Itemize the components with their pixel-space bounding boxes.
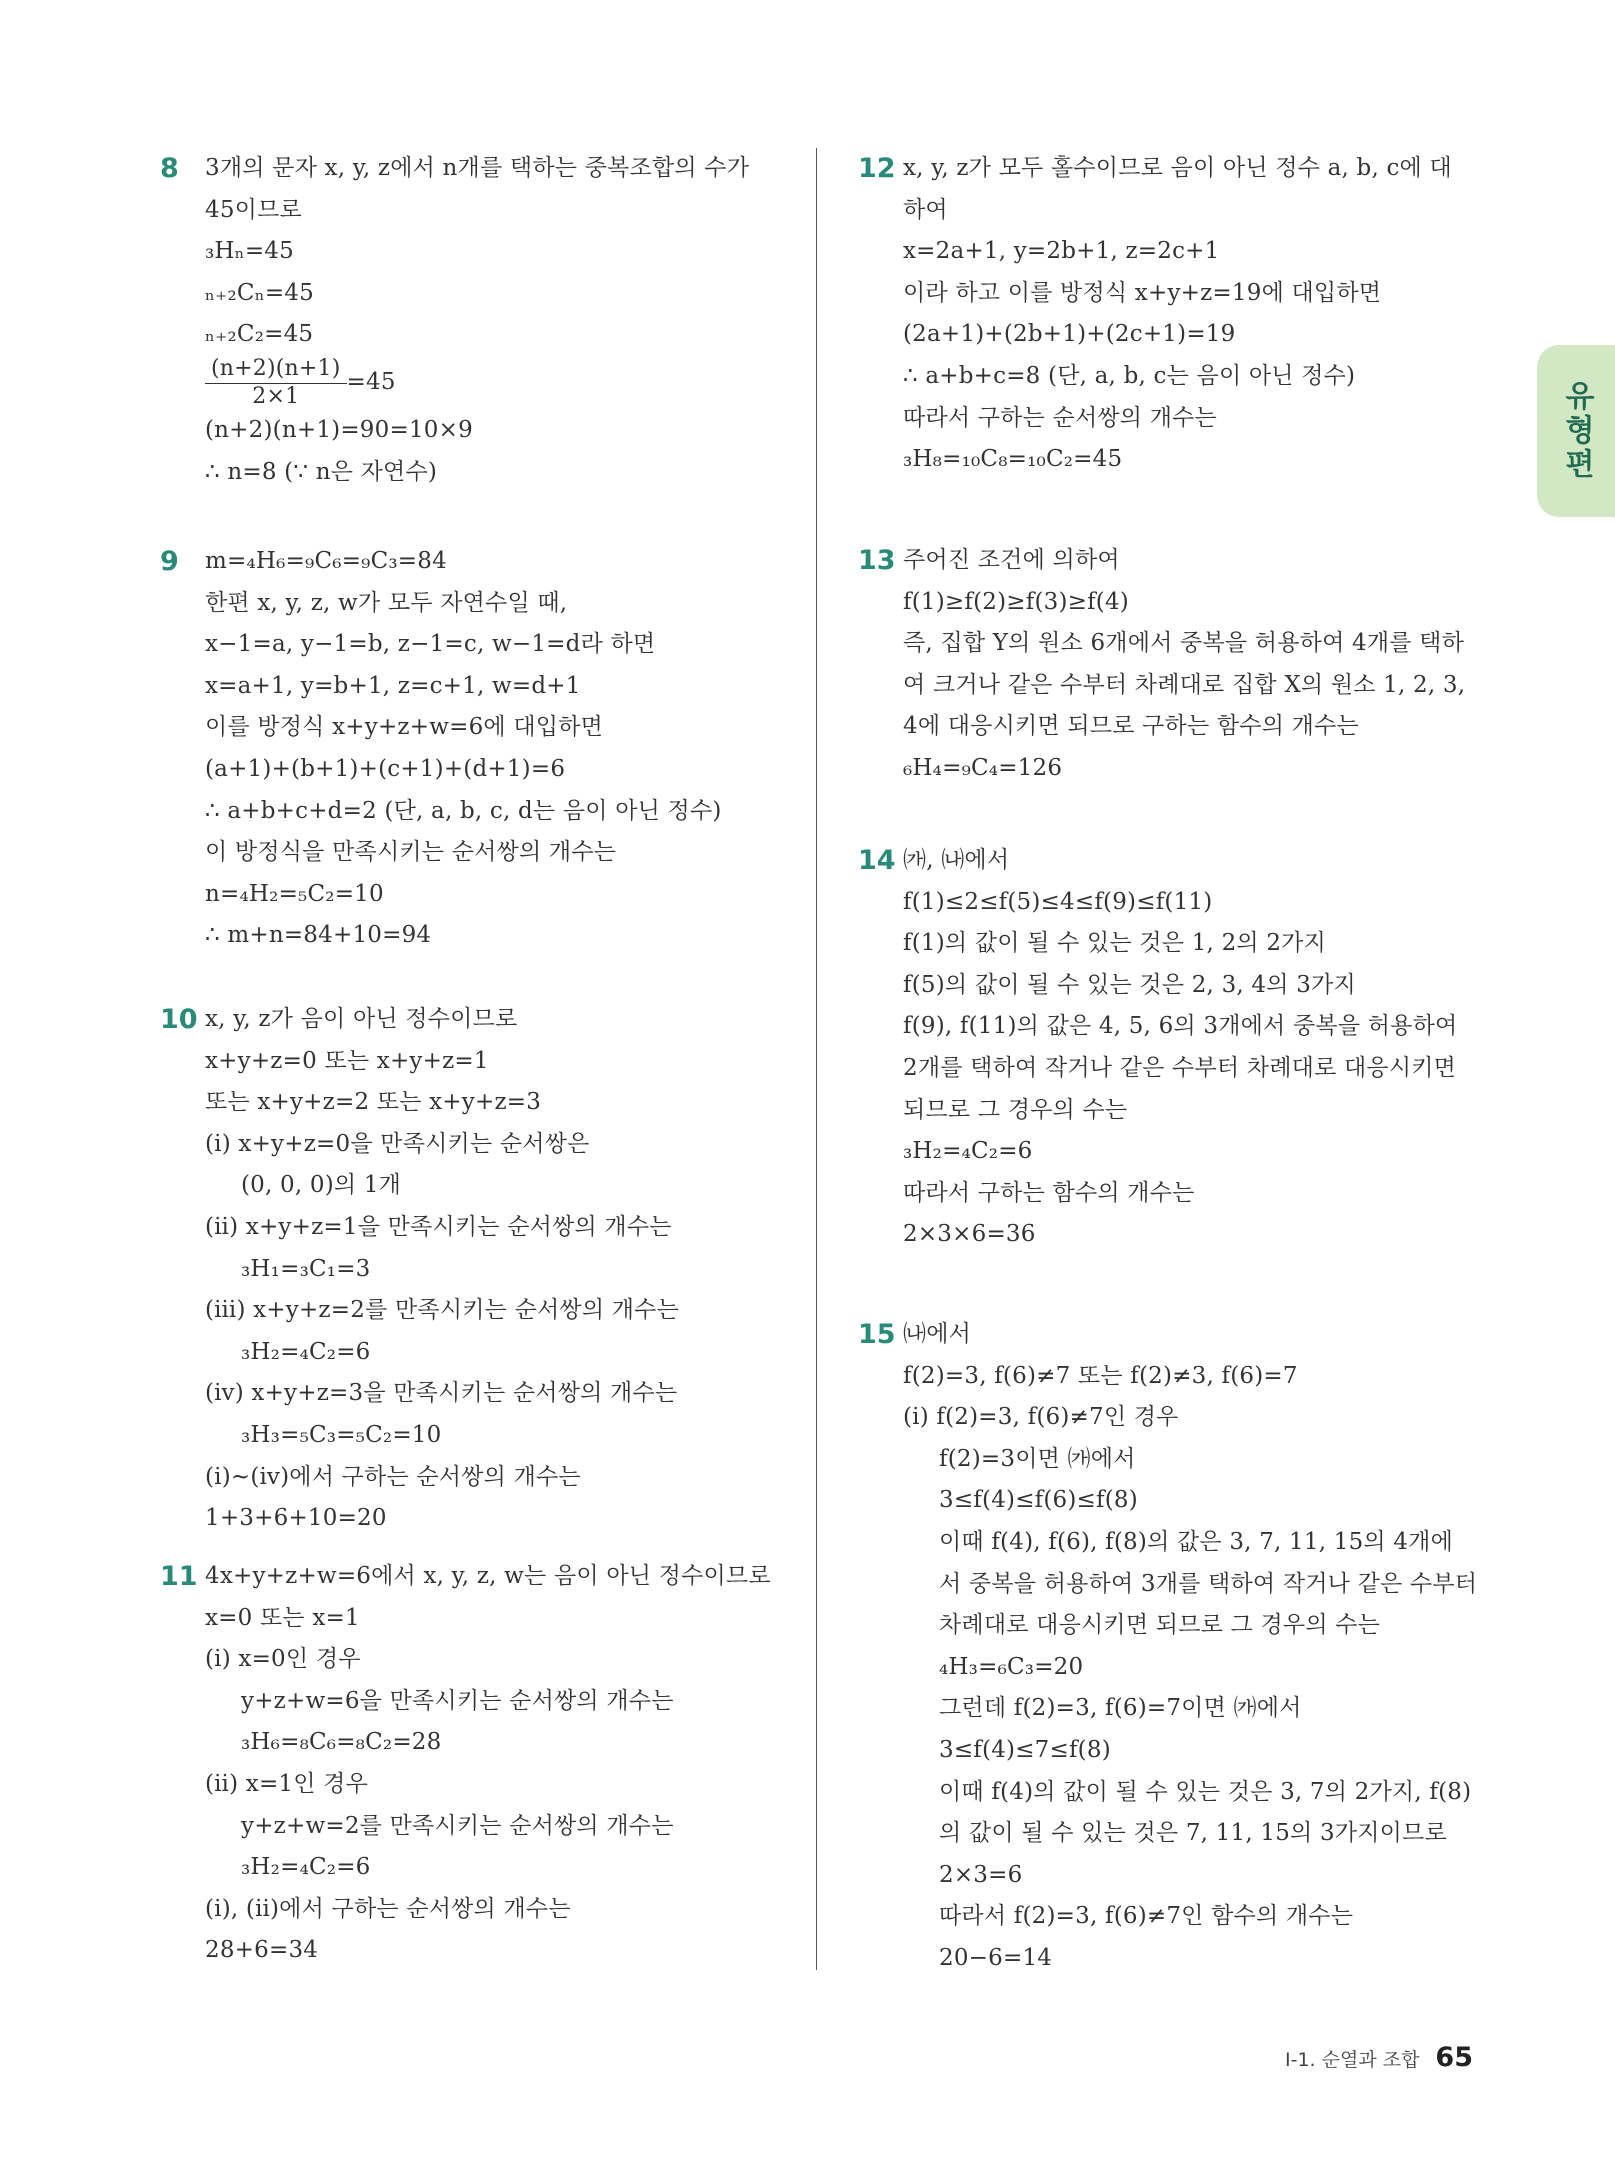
problem-body bbox=[205, 999, 800, 1540]
solution-line: 또는 x+y+z=2 또는 x+y+z=3 bbox=[205, 1089, 542, 1116]
solution-line: (ⅰ) x=0인 경우 bbox=[205, 1646, 361, 1673]
solution-line: 4에 대응시키면 되므로 구하는 함수의 개수는 bbox=[903, 713, 1359, 740]
page-footer bbox=[1285, 2042, 1473, 2073]
solution-line: ₃H₂=₄C₂=6 bbox=[241, 1338, 371, 1365]
solution-line: f(1)의 값이 될 수 있는 것은 1, 2의 2가지 bbox=[903, 930, 1327, 957]
solution-line: 따라서 f(2)=3, f(6)≠7인 함수의 개수는 bbox=[939, 1903, 1354, 1930]
column-divider bbox=[816, 148, 817, 1970]
solution-line: ∴ m+n=84+10=94 bbox=[205, 922, 432, 949]
solution-line: (ⅰ), (ⅱ)에서 구하는 순서쌍의 개수는 bbox=[205, 1895, 571, 1922]
solution-line: (ⅰ)~(ⅳ)에서 구하는 순서쌍의 개수는 bbox=[205, 1463, 581, 1490]
solution-line: (ⅳ) x+y+z=3을 만족시키는 순서쌍의 개수는 bbox=[205, 1380, 678, 1407]
solution-line: n=₄H₂=₅C₂=10 bbox=[205, 880, 384, 907]
solution-line: f(2)=3, f(6)≠7 또는 f(2)≠3, f(6)=7 bbox=[903, 1362, 1298, 1389]
solution-line: ₙ₊₂Cₙ=45 bbox=[205, 279, 314, 306]
solution-line: x=0 또는 x=1 bbox=[205, 1604, 360, 1631]
solution-line: ㈏에서 bbox=[903, 1321, 972, 1347]
problem-number: 10 bbox=[160, 1004, 198, 1035]
solution-line: 3≤f(4)≤7≤f(8) bbox=[939, 1736, 1111, 1763]
solution-line: x−1=a, y−1=b, z−1=c, w−1=d라 하면 bbox=[205, 631, 656, 658]
solution-line: ₃H₆=₈C₆=₈C₂=28 bbox=[241, 1729, 442, 1756]
solution-line: 즉, 집합 Y의 원소 6개에서 중복을 허용하여 4개를 택하 bbox=[903, 630, 1465, 657]
solution-line: 한편 x, y, z, w가 모두 자연수일 때, bbox=[205, 589, 568, 616]
problem-number: 8 bbox=[160, 153, 179, 184]
solution-line: 따라서 구하는 함수의 개수는 bbox=[903, 1179, 1195, 1206]
problem-10 bbox=[160, 999, 800, 1556]
solution-line: (0, 0, 0)의 1개 bbox=[241, 1172, 402, 1199]
solution-line: f(2)=3이면 ㈎에서 bbox=[939, 1445, 1136, 1472]
solution-line: 따라서 구하는 순서쌍의 개수는 bbox=[903, 404, 1217, 431]
solution-line: 주어진 조건에 의하여 bbox=[903, 547, 1120, 573]
solution-line: ₃H₂=₄C₂=6 bbox=[241, 1854, 371, 1881]
solution-line: ∴ n=8 (∵ n은 자연수) bbox=[205, 458, 438, 485]
solution-line: 이 방정식을 만족시키는 순서쌍의 개수는 bbox=[205, 839, 617, 866]
problem-number: 12 bbox=[858, 153, 896, 184]
solution-line: (ⅲ) x+y+z=2를 만족시키는 순서쌍의 개수는 bbox=[205, 1297, 680, 1324]
problem-12 bbox=[858, 148, 1498, 540]
problem-number: 9 bbox=[160, 546, 179, 577]
solution-line: 1+3+6+10=20 bbox=[205, 1505, 387, 1532]
solution-line: (n+2)(n+1)=90=10×9 bbox=[205, 416, 473, 443]
solution-line: (2a+1)+(2b+1)+(2c+1)=19 bbox=[903, 321, 1236, 348]
solution-line: 이때 f(4)의 값이 될 수 있는 것은 3, 7의 2가지, f(8) bbox=[939, 1778, 1472, 1805]
solution-line: 3≤f(4)≤f(6)≤f(8) bbox=[939, 1487, 1138, 1514]
right-column bbox=[858, 148, 1498, 1980]
solution-line: f(5)의 값이 될 수 있는 것은 2, 3, 4의 3가지 bbox=[903, 971, 1356, 998]
solution-line: ∴ a+b+c=8 (단, a, b, c는 음이 아닌 정수) bbox=[903, 362, 1356, 389]
problem-body bbox=[205, 148, 800, 493]
problem-body bbox=[205, 1556, 800, 1972]
solution-line: 45이므로 bbox=[205, 196, 302, 223]
problem-number: 11 bbox=[160, 1561, 198, 1592]
solution-line: (ⅰ) f(2)=3, f(6)≠7인 경우 bbox=[903, 1404, 1179, 1431]
solution-line: 2×3=6 bbox=[939, 1861, 1023, 1888]
solution-line: (ⅰ) x+y+z=0을 만족시키는 순서쌍은 bbox=[205, 1130, 590, 1157]
problem-8 bbox=[160, 148, 800, 541]
solution-line: ∴ a+b+c+d=2 (단, a, b, c, d는 음이 아닌 정수) bbox=[205, 797, 722, 824]
solution-line: 서 중복을 허용하여 3개를 택하여 작거나 같은 수부터 bbox=[939, 1570, 1478, 1597]
solution-line: 이때 f(4), f(6), f(8)의 값은 3, 7, 11, 15의 4개에 bbox=[939, 1528, 1454, 1555]
problem-body bbox=[903, 540, 1498, 790]
solution-line: 여 크거나 같은 수부터 차례대로 집합 X의 원소 1, 2, 3, bbox=[903, 671, 1466, 698]
solution-line: f(9), f(11)의 값은 4, 5, 6의 3개에서 중복을 허용하여 bbox=[903, 1013, 1458, 1040]
solution-line: f(1)≥f(2)≥f(3)≥f(4) bbox=[903, 588, 1129, 615]
solution-line: 하여 bbox=[903, 196, 948, 223]
problem-body bbox=[903, 148, 1498, 481]
solution-line: y+z+w=2를 만족시키는 순서쌍의 개수는 bbox=[241, 1812, 674, 1839]
page-number: 65 bbox=[1435, 2042, 1473, 2073]
problem-body bbox=[903, 840, 1498, 1256]
solution-line: 2×3×6=36 bbox=[903, 1221, 1036, 1248]
fraction bbox=[205, 355, 347, 410]
problem-11 bbox=[160, 1556, 800, 1972]
solution-line: x=2a+1, y=2b+1, z=2c+1 bbox=[903, 238, 1220, 265]
solution-line: ₃Hₙ=45 bbox=[205, 238, 294, 265]
solution-line: 3개의 문자 x, y, z에서 n개를 택하는 중복조합의 수가 bbox=[205, 155, 750, 181]
problem-15 bbox=[858, 1314, 1498, 1980]
problem-13 bbox=[858, 540, 1498, 840]
problem-14 bbox=[858, 840, 1498, 1314]
problem-body bbox=[903, 1314, 1498, 1980]
solution-line: ₆H₄=₉C₄=126 bbox=[903, 754, 1063, 781]
problem-body bbox=[205, 541, 800, 957]
fraction-denominator: 2×1 bbox=[252, 384, 300, 410]
solution-line: 의 값이 될 수 있는 것은 7, 11, 15의 3가지이므로 bbox=[939, 1820, 1447, 1847]
solution-line: 이를 방정식 x+y+z+w=6에 대입하면 bbox=[205, 714, 604, 741]
fraction-line bbox=[205, 356, 800, 410]
solution-line: ₃H₂=₄C₂=6 bbox=[903, 1138, 1033, 1165]
solution-line: ₃H₃=₅C₃=₅C₂=10 bbox=[241, 1421, 442, 1448]
solution-line: 4x+y+z+w=6에서 x, y, z, w는 음이 아닌 정수이므로 bbox=[205, 1563, 771, 1589]
solution-line: y+z+w=6을 만족시키는 순서쌍의 개수는 bbox=[241, 1687, 674, 1714]
chapter-title: Ⅰ-1. 순열과 조합 bbox=[1284, 2049, 1420, 2071]
problem-number: 14 bbox=[858, 845, 896, 876]
solution-line: 차례대로 대응시키면 되므로 그 경우의 수는 bbox=[939, 1612, 1381, 1639]
problem-number: 15 bbox=[858, 1319, 896, 1350]
problem-9 bbox=[160, 541, 800, 999]
solution-line: x+y+z=0 또는 x+y+z=1 bbox=[205, 1047, 489, 1074]
problem-number: 13 bbox=[858, 545, 896, 576]
solution-line: ㈎, ㈏에서 bbox=[903, 847, 1010, 873]
solution-line: 20−6=14 bbox=[939, 1944, 1053, 1971]
solution-line: ₙ₊₂C₂=45 bbox=[205, 321, 314, 348]
solution-line: x, y, z가 음이 아닌 정수이므로 bbox=[205, 1006, 518, 1032]
solution-line: 28+6=34 bbox=[205, 1937, 319, 1964]
solution-line: (a+1)+(b+1)+(c+1)+(d+1)=6 bbox=[205, 755, 566, 782]
solution-line: (ⅱ) x=1인 경우 bbox=[205, 1770, 369, 1797]
fraction-numerator: (n+2)(n+1) bbox=[205, 355, 347, 384]
solution-line: m=₄H₆=₉C₆=₉C₃=84 bbox=[205, 548, 447, 574]
section-tab-label: 유형편 bbox=[1559, 380, 1594, 482]
solution-line: 2개를 택하여 작거나 같은 수부터 차례대로 대응시키면 bbox=[903, 1054, 1457, 1081]
solution-line: x, y, z가 모두 홀수이므로 음이 아닌 정수 a, b, c에 대 bbox=[903, 155, 1452, 181]
solution-line: 이라 하고 이를 방정식 x+y+z=19에 대입하면 bbox=[903, 279, 1382, 306]
solution-line: ₄H₃=₆C₃=20 bbox=[939, 1653, 1084, 1680]
solution-line: 그런데 f(2)=3, f(6)=7이면 ㈎에서 bbox=[939, 1695, 1302, 1722]
solution-line: 되므로 그 경우의 수는 bbox=[903, 1096, 1128, 1123]
section-tab bbox=[1537, 345, 1615, 517]
solution-line: ₃H₈=₁₀C₈=₁₀C₂=45 bbox=[903, 446, 1123, 473]
left-column bbox=[160, 148, 800, 1972]
solution-line: (ⅱ) x+y+z=1을 만족시키는 순서쌍의 개수는 bbox=[205, 1213, 672, 1240]
solution-line: ₃H₁=₃C₁=3 bbox=[241, 1255, 371, 1282]
fraction-result: =45 bbox=[346, 369, 396, 396]
solution-line: x=a+1, y=b+1, z=c+1, w=d+1 bbox=[205, 672, 581, 699]
solution-line: f(1)≤2≤f(5)≤4≤f(9)≤f(11) bbox=[903, 888, 1213, 915]
